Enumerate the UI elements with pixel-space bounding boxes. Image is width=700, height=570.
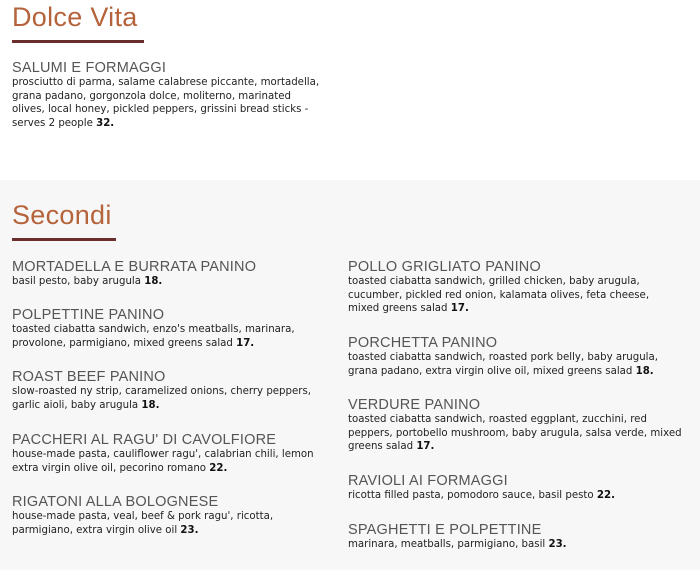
item-price: 23. [548, 539, 567, 550]
item-name: RIGATONI ALLA BOLOGNESE [12, 494, 219, 510]
item-name: SALUMI E FORMAGGI [12, 60, 167, 76]
title-underline [12, 40, 144, 43]
section-title-dolce-vita: Dolce Vita [12, 2, 138, 32]
item-name: POLLO GRIGLIATO PANINO [348, 259, 541, 275]
item-price: 22. [209, 462, 228, 474]
menu-item-roast-beef [12, 369, 322, 412]
item-description: marinara, meatballs, parmigiano, basil 23. [348, 539, 567, 550]
item-description: house-made pasta, veal, beef & pork ragu', ricotta, parmigiano, extra virgin olive oil 23. [12, 511, 274, 536]
title-underline [12, 238, 116, 241]
item-price: 18. [635, 365, 654, 377]
item-name: PACCHERI AL RAGU' DI CAVOLFIORE [12, 432, 277, 448]
item-name: SPAGHETTI E POLPETTINE [348, 522, 542, 538]
item-description: toasted ciabatta sandwich, enzo's meatballs, marinara, provolone, parmigiano, mixed greens salad 17. [12, 324, 295, 349]
item-price: 18. [144, 276, 163, 287]
item-description: basil pesto, baby arugula 18. [12, 276, 163, 287]
item-price: 23. [180, 524, 199, 536]
item-description: slow-roasted ny strip, caramelized onions, cherry peppers, garlic aioli, baby arugula 18. [12, 386, 311, 411]
item-name: POLPETTINE PANINO [12, 307, 165, 323]
item-description: ricotta filled pasta, pomodoro sauce, basil pesto 22. [348, 490, 615, 501]
item-price: 22. [596, 490, 615, 501]
item-price: 18. [141, 399, 160, 411]
item-price: 17. [450, 303, 469, 314]
item-name: VERDURE PANINO [348, 397, 481, 413]
menu-item-ravioli [348, 473, 683, 503]
item-price: 32. [96, 117, 115, 129]
item-description: toasted ciabatta sandwich, roasted pork belly, baby arugula, grana padano, extra virgin olive oil, mixed greens salad 18. [348, 352, 658, 377]
item-description: toasted ciabatta sandwich, grilled chicken, baby arugula, cucumber, pickled red onion, kalamata olives, feta cheese, mixed greens salad 17. [348, 276, 650, 314]
menu-item-mortadella-burrata [12, 259, 322, 289]
item-name: MORTADELLA E BURRATA PANINO [12, 259, 257, 275]
item-name: PORCHETTA PANINO [348, 335, 498, 351]
menu-item-polpettine-panino [12, 307, 322, 350]
secondi-section [0, 180, 700, 570]
dolce-vita-section [0, 0, 700, 180]
section-title-secondi: Secondi [12, 200, 112, 230]
item-name: RAVIOLI AI FORMAGGI [348, 473, 508, 489]
item-description: prosciutto di parma, salame calabrese piccante, mortadella, grana padano, gorgonzola dolce, moliterno, marinated olives, local honey, pickled peppers, grissini bread sticks - serves 2 people 32. [12, 77, 320, 129]
item-name: ROAST BEEF PANINO [12, 369, 166, 385]
menu-item-porchetta [348, 335, 683, 378]
menu-item-pollo-grigliato [348, 259, 683, 316]
menu-item-spaghetti [348, 522, 683, 552]
menu-item-verdure [348, 397, 683, 454]
item-description: house-made pasta, cauliflower ragu', calabrian chili, lemon extra virgin olive oil, pecorino romano 22. [12, 449, 314, 474]
item-price: 17. [416, 441, 435, 452]
menu-item-paccheri [12, 432, 322, 475]
menu-item-rigatoni [12, 494, 322, 537]
menu-item-salumi [12, 60, 322, 130]
item-description: toasted ciabatta sandwich, roasted eggplant, zucchini, red peppers, portobello mushroom, baby arugula, salsa verde, mixed greens salad 17. [348, 414, 682, 452]
item-price: 17. [236, 337, 255, 349]
